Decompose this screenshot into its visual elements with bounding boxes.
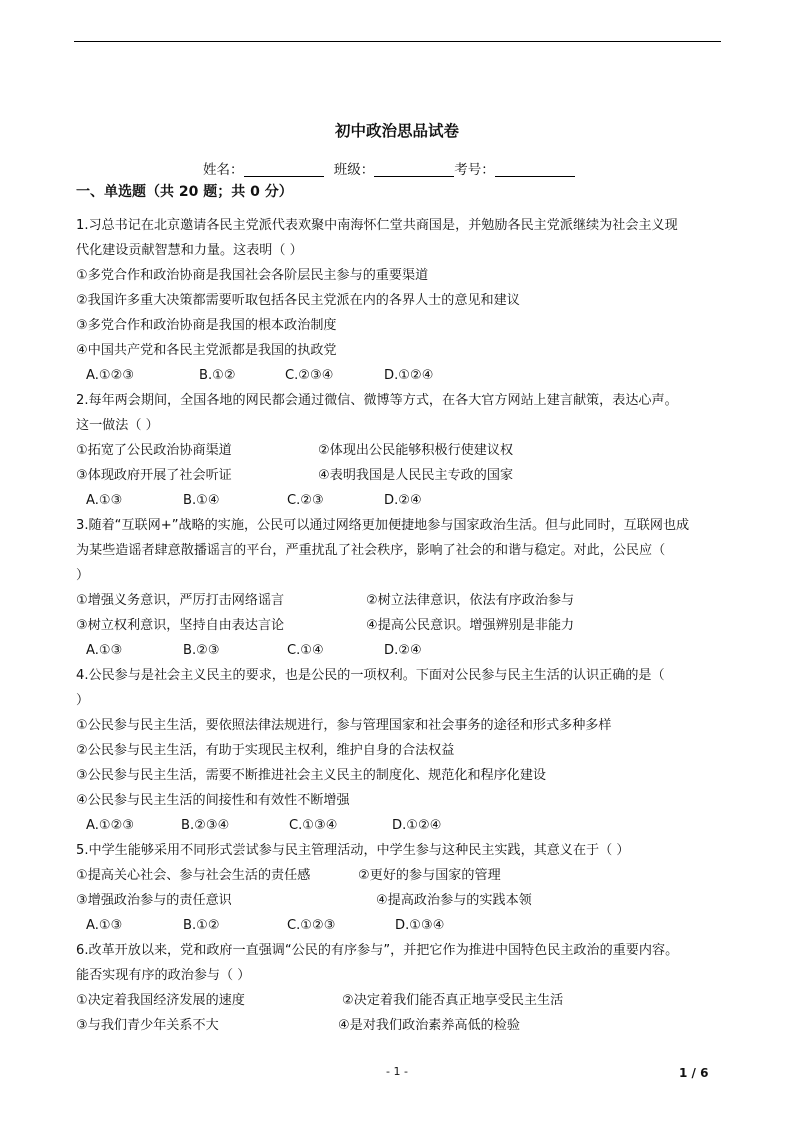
question-stem-line: 6.改革开放以来，党和政府一直强调“公民的有序参与”，并把它作为推进中国特色民主政治的重要内容。: [76, 943, 679, 958]
statement: ③树立权利意识，坚持自由表达言论: [76, 618, 285, 633]
choice-a[interactable]: A.①③: [86, 643, 123, 658]
statement: ①决定着我国经济发展的速度: [76, 993, 245, 1008]
question-stem-line: 代化建设贡献智慧和力量。这表明（ ）: [76, 243, 303, 258]
choice-d[interactable]: D.①②④: [384, 368, 434, 383]
question-1: [76, 213, 722, 388]
question-stem-line: 4.公民参与是社会主义民主的要求，也是公民的一项权利。下面对公民参与民主生活的认识正确的是（: [76, 668, 665, 683]
choice-d[interactable]: D.①③④: [395, 918, 445, 933]
choice-b[interactable]: B.②③: [183, 643, 220, 658]
statement-row: [76, 863, 722, 888]
statement: ③公民参与民主生活，需要不断推进社会主义民主的制度化、规范化和程序化建设: [76, 768, 547, 783]
statement: ④中国共产党和各民主党派都是我国的执政党: [76, 343, 337, 358]
choice-d[interactable]: D.②④: [384, 643, 422, 658]
statement: ④提高公民意识。增强辨别是非能力: [366, 618, 575, 633]
page-count: 1 / 6: [679, 1066, 709, 1080]
answer-choices: [76, 488, 722, 513]
statement: ②树立法律意识，依法有序政治参与: [366, 593, 575, 608]
question-stem-line: 5.中学生能够采用不同形式尝试参与民主管理活动，中学生参与这种民主实践，其意义在于（ ）: [76, 843, 630, 858]
answer-choices: [76, 913, 722, 938]
choice-d[interactable]: D.②④: [384, 493, 422, 508]
choice-a[interactable]: A.①③: [86, 493, 123, 508]
statement: ②我国许多重大决策都需要听取包括各民主党派在内的各界人士的意见和建议: [76, 293, 520, 308]
id-blank[interactable]: [495, 162, 575, 177]
choice-b[interactable]: B.①④: [183, 493, 220, 508]
choice-b[interactable]: B.①②: [199, 368, 236, 383]
statement-row: [76, 988, 722, 1013]
statement: ②决定着我们能否真正地享受民主生活: [342, 993, 564, 1008]
statement-row: [76, 588, 722, 613]
question-6: [76, 938, 722, 1038]
id-label: 考号：: [454, 162, 495, 178]
answer-choices: [76, 363, 722, 388]
statement: ①增强义务意识，严厉打击网络谣言: [76, 593, 285, 608]
question-stem-line: 为某些造谣者肆意散播谣言的平台，严重扰乱了社会秩序，影响了社会的和谐与稳定。对此，公民应（: [76, 543, 666, 558]
question-list: [76, 213, 722, 1038]
question-stem-line: 1.习总书记在北京邀请各民主党派代表欢聚中南海怀仁堂共商国是，并勉励各民主党派继续为社会主义现: [76, 218, 678, 233]
statement: ①多党合作和政治协商是我国社会各阶层民主参与的重要渠道: [76, 268, 429, 283]
choice-d[interactable]: D.①②④: [392, 818, 442, 833]
question-4: [76, 663, 722, 838]
statement: ③多党合作和政治协商是我国的根本政治制度: [76, 318, 337, 333]
choice-c[interactable]: C.②③④: [285, 368, 334, 383]
name-label: 姓名：: [203, 162, 244, 178]
choice-b[interactable]: B.①②: [183, 918, 220, 933]
choice-c[interactable]: C.①②③: [287, 918, 336, 933]
choice-a[interactable]: A.①③: [86, 918, 123, 933]
choice-a[interactable]: A.①②③: [86, 818, 135, 833]
question-stem-line: ）: [76, 568, 90, 583]
statement: ①提高关心社会、参与社会生活的责任感: [76, 868, 311, 883]
choice-a[interactable]: A.①②③: [86, 368, 135, 383]
page-number: - 1 -: [386, 1065, 408, 1078]
statement-row: [76, 613, 722, 638]
choice-c[interactable]: C.①④: [287, 643, 324, 658]
statement: ③与我们青少年关系不大: [76, 1018, 219, 1033]
question-stem-line: 2.每年两会期间，全国各地的网民都会通过微信、微博等方式，在各大官方网站上建言献策，表达心声。: [76, 393, 678, 408]
page-title: 初中政治思品试卷: [334, 121, 459, 140]
question-stem-line: 3.随着“互联网+”战略的实施，公民可以通过网络更加便捷地参与国家政治生活。但与此同时，互联网也成: [76, 518, 690, 533]
header-rule: [74, 41, 721, 42]
statement: ③增强政治参与的责任意识: [76, 893, 232, 908]
statement-row: [76, 438, 722, 463]
student-info: [203, 158, 575, 178]
statement-row: [76, 463, 722, 488]
question-2: [76, 388, 722, 513]
statement: ④公民参与民主生活的间接性和有效性不断增强: [76, 793, 350, 808]
question-5: [76, 838, 722, 938]
statement-row: [76, 1013, 722, 1038]
class-blank[interactable]: [374, 162, 454, 177]
statement: ②公民参与民主生活，有助于实现民主权利，维护自身的合法权益: [76, 743, 455, 758]
statement: ③体现政府开展了社会听证: [76, 468, 232, 483]
name-blank[interactable]: [244, 162, 324, 177]
question-3: [76, 513, 722, 663]
choice-c[interactable]: C.①③④: [289, 818, 338, 833]
statement: ④是对我们政治素养高低的检验: [338, 1018, 520, 1033]
section-title: 一、单选题（共 20 题；共 0 分）: [76, 184, 293, 200]
statement: ①公民参与民主生活，要依照法律法规进行，参与管理国家和社会事务的途径和形式多种多样: [76, 718, 612, 733]
statement: ④提高政治参与的实践本领: [376, 893, 532, 908]
statement: ②体现出公民能够积极行使建议权: [318, 443, 514, 458]
question-stem-line: 能否实现有序的政治参与（ ）: [76, 968, 251, 983]
class-label: 班级：: [333, 162, 375, 178]
question-stem-line: 这一做法（ ）: [76, 418, 159, 433]
answer-choices: [76, 813, 722, 838]
statement-row: [76, 888, 722, 913]
answer-choices: [76, 638, 722, 663]
choice-b[interactable]: B.②③④: [181, 818, 230, 833]
statement: ④表明我国是人民民主专政的国家: [318, 468, 514, 483]
choice-c[interactable]: C.②③: [287, 493, 324, 508]
question-stem-line: ）: [76, 693, 90, 708]
statement: ①拓宽了公民政治协商渠道: [76, 443, 232, 458]
statement: ②更好的参与国家的管理: [358, 868, 501, 883]
